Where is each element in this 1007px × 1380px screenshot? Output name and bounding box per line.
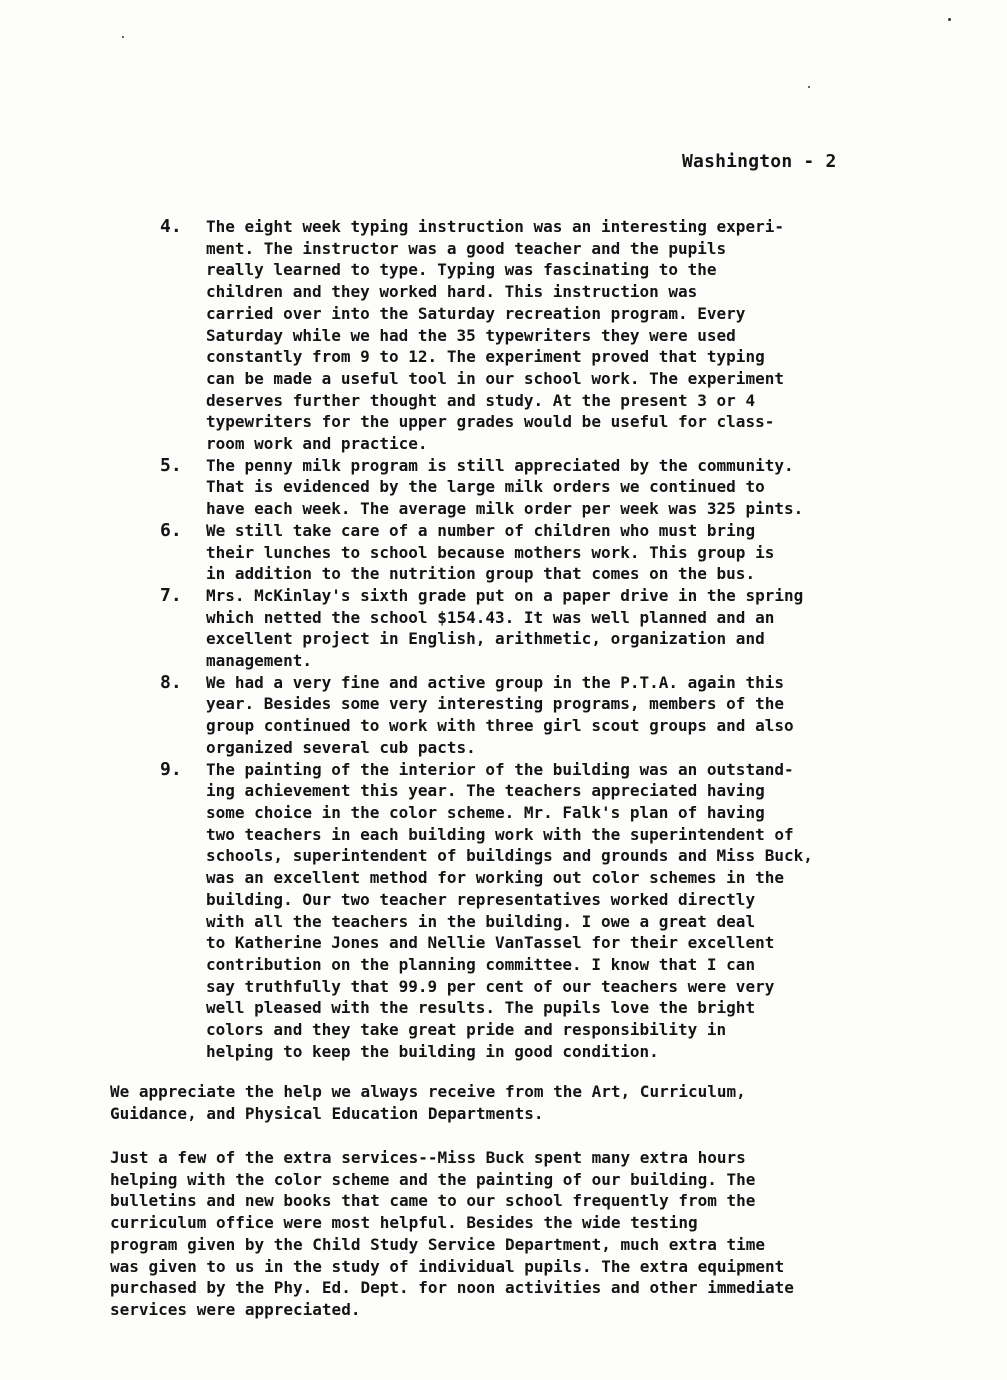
item-number: 7. — [160, 584, 182, 606]
item-text: We still take care of a number of children who must bring their lunches to school because mothers work. This group is in addition to the nutrition group that comes on the bus. — [206, 520, 775, 584]
item-text: We had a very fine and active group in the P.T.A. again this year. Besides some very interesting programs, members of the group continued to work with three girl scout groups and also organized several cub pacts. — [206, 672, 794, 757]
list-item — [160, 216, 890, 455]
item-text: The eight week typing instruction was an interesting experi- ment. The instructor was a good teacher and the pupils really learned to type. Typing was fascinating to the children and they worked hard. This instruction was carried over into the Saturday recreation program. Every Saturday while we had the 35 typewriters they were used constantly from 9 to 12. The experiment proved that typing can be made a useful tool in our school work. The experiment deserves further thought and study. At the present 3 or 4 typewriters for the upper grades would be useful for class- room work and practice. — [206, 217, 784, 454]
list-item — [160, 455, 890, 520]
numbered-list — [160, 216, 890, 1062]
list-item — [160, 672, 890, 759]
item-number: 4. — [160, 216, 182, 237]
scan-speck — [948, 18, 951, 21]
closing-paragraph-appreciation: We appreciate the help we always receive from the Art, Curriculum, Guidance, and Physical Education Departments. — [110, 1082, 746, 1123]
item-number: 6. — [160, 519, 182, 541]
item-number: 9. — [160, 758, 182, 780]
item-text: Mrs. McKinlay's sixth grade put on a paper drive in the spring which netted the school $154.43. It was well planned and an excellent project in English, arithmetic, organization and management. — [206, 585, 804, 671]
page-header: Washington - 2 — [682, 151, 837, 172]
list-item — [160, 585, 890, 672]
item-number: 8. — [160, 671, 182, 693]
item-number: 5. — [160, 454, 182, 476]
closing-paragraph-extra-services: Just a few of the extra services--Miss Buck spent many extra hours helping with the color scheme and the painting of our building. The bulletins and new books that came to our school frequently from the curriculum office were most helpful. Besides the wide testing program given by the Child Study Service Department, much extra time was given to us in the study of individual pupils. The extra equipment purchased by the Phy. Ed. Dept. for noon activities and other immediate services were appreciated. — [110, 1148, 794, 1319]
scan-speck — [808, 86, 810, 88]
list-item — [160, 759, 890, 1063]
item-text: The painting of the interior of the building was an outstand- ing achievement this year. The teachers appreciated having some choice in the color scheme. Mr. Falk's plan of having two teachers in each building work with the superintendent of schools, superintendent of buildings and grounds and Miss Buck, was an excellent method for working out color schemes in the building. Our two teacher representatives worked directly with all the teachers in the building. I owe a great deal to Katherine Jones and Nellie VanTassel for their excellent contribution on the planning committee. I know that I can say truthfully that 99.9 per cent of our teachers were very well pleased with the results. The pupils love the bright colors and they take great pride and responsibility in helping to keep the building in good condition. — [206, 759, 813, 1061]
scan-speck — [122, 36, 124, 38]
item-text: The penny milk program is still appreciated by the community. That is evidenced by the large milk orders we continued to have each week. The average milk order per week was 325 pints. — [206, 455, 804, 519]
list-item — [160, 520, 890, 585]
